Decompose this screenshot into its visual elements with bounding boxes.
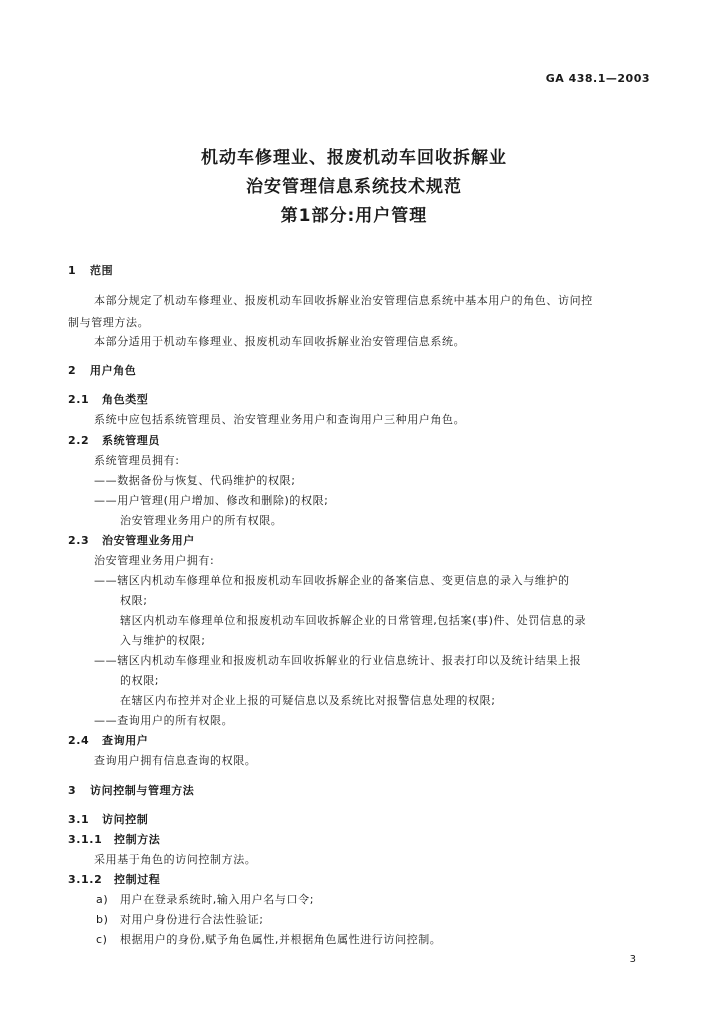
section-2-3-heading: 治安管理业务用户 <box>102 534 195 547</box>
section-1-paragraph-1b: 制与管理方法。 <box>68 316 150 329</box>
section-1-number: 1 <box>68 264 77 277</box>
section-3-1-1-heading: 控制方法 <box>114 833 161 846</box>
list-item-c-text: 根据用户的身份,赋予角色属性,并根据角色属性进行访问控制。 <box>120 933 442 946</box>
section-3-1-heading: 访问控制 <box>102 813 149 826</box>
section-2-3-item-2b: 入与维护的权限; <box>120 634 206 647</box>
list-item-b-label: b) <box>96 913 109 926</box>
title-line-1: 机动车修理业、报废机动车回收拆解业 <box>201 148 507 168</box>
section-1-paragraph-1a: 本部分规定了机动车修理业、报废机动车回收拆解业治安管理信息系统中基本用户的角色、访问控 <box>94 294 593 307</box>
section-2-3-item-2a: 辖区内机动车修理单位和报废机动车回收拆解企业的日常管理,包括案(事)件、处罚信息的录 <box>120 614 587 627</box>
section-2-1-paragraph: 系统中应包括系统管理员、治安管理业务用户和查询用户三种用户角色。 <box>94 413 466 426</box>
section-3-1-number: 3.1 <box>68 813 90 826</box>
section-2-2-paragraph: 系统管理员拥有: <box>94 454 180 467</box>
section-3-1-2-heading: 控制过程 <box>114 873 161 886</box>
section-2-2-item-2: ——用户管理(用户增加、修改和删除)的权限; <box>94 494 329 507</box>
standard-number: GA 438.1—2003 <box>545 72 650 85</box>
section-3-1-1-paragraph: 采用基于角色的访问控制方法。 <box>94 853 257 866</box>
section-2-3-item-3a: ——辖区内机动车修理业和报废机动车回收拆解业的行业信息统计、报表打印以及统计结果上报 <box>94 654 582 667</box>
page-number: 3 <box>629 954 636 965</box>
list-item-b-text: 对用户身份进行合法性验证; <box>120 913 264 926</box>
section-2-3-item-1a: ——辖区内机动车修理单位和报废机动车回收拆解企业的备案信息、变更信息的录入与维护的 <box>94 574 570 587</box>
section-2-3-item-5: ——查询用户的所有权限。 <box>94 714 234 727</box>
section-2-4-number: 2.4 <box>68 734 90 747</box>
title-line-2: 治安管理信息系统技术规范 <box>246 177 462 197</box>
section-2-3-item-3b: 的权限; <box>120 674 160 687</box>
section-2-3-item-1b: 权限; <box>120 594 148 607</box>
section-2-2-heading: 系统管理员 <box>102 434 160 447</box>
list-item-a-text: 用户在登录系统时,输入用户名与口令; <box>120 893 315 906</box>
section-2-3-number: 2.3 <box>68 534 90 547</box>
section-2-3-item-4: 在辖区内布控并对企业上报的可疑信息以及系统比对报警信息处理的权限; <box>120 694 496 707</box>
section-3-heading: 访问控制与管理方法 <box>90 784 195 797</box>
section-2-heading: 用户角色 <box>90 364 137 377</box>
section-2-2-number: 2.2 <box>68 434 90 447</box>
section-2-2-item-3: 治安管理业务用户的所有权限。 <box>120 514 283 527</box>
title-line-3: 第1部分:用户管理 <box>280 206 428 226</box>
section-3-1-2-number: 3.1.2 <box>68 873 103 886</box>
section-2-3-paragraph: 治安管理业务用户拥有: <box>94 554 215 567</box>
section-3-number: 3 <box>68 784 77 797</box>
list-item-a-label: a) <box>96 893 109 906</box>
section-1-paragraph-2: 本部分适用于机动车修理业、报废机动车回收拆解业治安管理信息系统。 <box>94 335 466 348</box>
section-1-heading: 范围 <box>90 264 114 277</box>
section-2-4-paragraph: 查询用户拥有信息查询的权限。 <box>94 754 257 767</box>
list-item-c-label: c) <box>96 933 108 946</box>
section-2-number: 2 <box>68 364 77 377</box>
section-2-4-heading: 查询用户 <box>102 734 149 747</box>
section-2-1-heading: 角色类型 <box>102 393 149 406</box>
section-2-1-number: 2.1 <box>68 393 90 406</box>
section-2-2-item-1: ——数据备份与恢复、代码维护的权限; <box>94 474 296 487</box>
section-3-1-1-number: 3.1.1 <box>68 833 103 846</box>
